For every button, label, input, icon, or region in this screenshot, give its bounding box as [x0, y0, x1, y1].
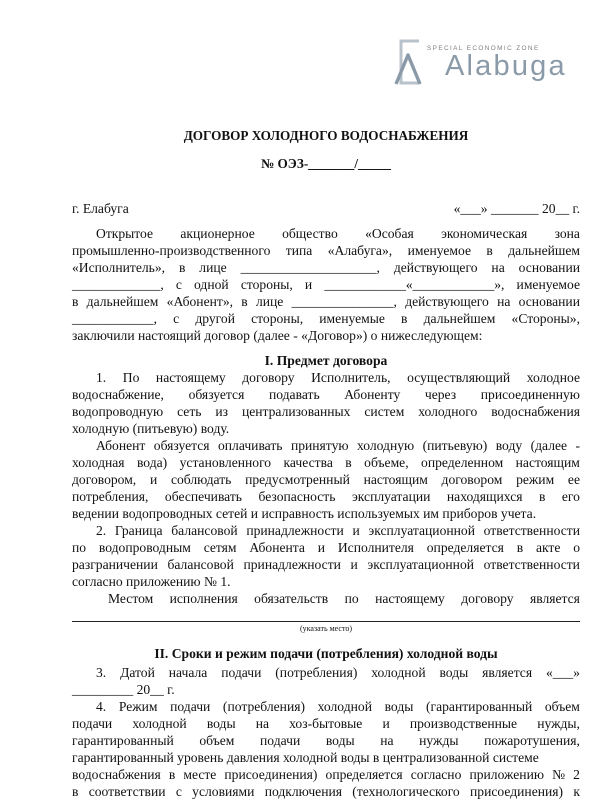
text-word: воды — [384, 699, 414, 714]
text-word: эксплуатационной — [368, 523, 475, 538]
clause-line — [96, 664, 580, 681]
text-word: качества — [283, 455, 333, 470]
logo-name: Alabuga — [445, 50, 567, 82]
clause-line — [72, 386, 580, 403]
text-word: и — [149, 472, 158, 487]
text-word: Открытое — [96, 226, 154, 241]
text-word: дальнейшем — [423, 311, 496, 326]
text-word: холодного — [418, 404, 478, 419]
text-word: определяется — [325, 767, 403, 782]
text-word: в — [178, 260, 186, 275]
text-word: условиями — [192, 784, 255, 799]
clause-line — [72, 488, 580, 505]
text-word: настоящим — [515, 455, 580, 470]
text-word: месте — [183, 767, 217, 782]
text-word: в — [241, 294, 248, 309]
text-word: водоснабжения — [491, 404, 580, 419]
text-word: воды — [325, 733, 355, 748]
text-word: типа — [285, 243, 313, 258]
text-word: сеть — [177, 404, 202, 419]
text-word: лице — [255, 294, 284, 309]
text-word: заключили настоящий договор (далее - «Договор») о нижеследующем: — [72, 328, 483, 343]
clause-line — [96, 522, 580, 539]
text-word: установленного — [179, 455, 272, 470]
contract-date: «___» _______ 20__ г. — [453, 201, 580, 216]
text-word: подавать — [268, 387, 320, 402]
text-word: лице — [199, 260, 227, 275]
text-word: Абоненту — [344, 387, 401, 402]
text-word: «Исполнитель», — [72, 260, 166, 275]
preamble-line — [72, 259, 580, 276]
text-word: гарантированный уровень давления холодной воды в централизованной системе — [72, 750, 539, 765]
text-word: приложению — [469, 767, 544, 782]
text-word: соблюдать — [170, 472, 232, 487]
text-word: пожаротушения, — [484, 733, 580, 748]
text-word: ____________, — [72, 311, 157, 326]
text-word: согласно — [410, 767, 462, 782]
text-word: воды — [206, 716, 236, 731]
text-word: (гарантированный — [425, 699, 533, 714]
text-word: настоящему — [375, 591, 445, 606]
text-word: с — [175, 784, 182, 799]
text-word: определяется — [426, 540, 504, 555]
text-word: и — [382, 716, 390, 731]
text-word: подачи — [170, 699, 211, 714]
text-word: дальнейшем — [86, 294, 159, 309]
text-word: производственные — [409, 716, 518, 731]
text-word: Режим — [118, 699, 158, 714]
text-word: осуществляющий — [407, 370, 511, 385]
text-word: 2. — [96, 523, 107, 538]
text-word: систем — [364, 404, 405, 419]
text-word: Исполнитель, — [311, 370, 391, 385]
text-word: холодное — [526, 370, 580, 385]
text-word: безопасность — [258, 489, 336, 504]
text-word: «___» — [545, 665, 580, 680]
text-word: ее — [567, 472, 580, 487]
text-word: является — [529, 591, 580, 606]
clause-line — [72, 454, 580, 471]
clause-line — [72, 732, 580, 749]
document-number: № ОЭЗ-_______/_____ — [260, 156, 392, 171]
text-word: через — [424, 387, 457, 402]
text-word: на — [491, 260, 505, 275]
text-word: объеме, — [364, 455, 409, 470]
clause-line — [72, 403, 580, 420]
text-word: действующего — [405, 294, 489, 309]
text-word: в — [401, 311, 408, 326]
text-word: Местом — [108, 591, 154, 606]
text-word: в — [486, 243, 493, 258]
text-word: акционерное — [180, 226, 255, 241]
text-word: Граница — [114, 523, 163, 538]
text-word: настоящим — [363, 472, 428, 487]
text-word: водопроводным — [98, 540, 191, 555]
text-word: водоснабжения — [72, 767, 161, 782]
text-word: экономическая — [441, 226, 528, 241]
text-word: (питьевую) — [422, 438, 488, 453]
text-word: эксплуатационной — [367, 557, 475, 572]
text-word: настоящему — [155, 370, 226, 385]
text-word: предусмотренный — [245, 472, 350, 487]
text-word: одной — [194, 277, 229, 292]
text-word: присоединенную — [480, 387, 580, 402]
text-word: исполнения — [169, 591, 238, 606]
text-word: эксплуатации — [351, 489, 431, 504]
text-word: именуемое — [407, 243, 472, 258]
clause-line — [96, 437, 580, 454]
place-caption: (указать место) — [299, 624, 353, 633]
clause-line — [72, 505, 580, 522]
text-word: договором — [441, 472, 503, 487]
clause-line — [72, 556, 580, 573]
text-word: (технологического — [352, 784, 460, 799]
text-word: основании — [518, 294, 580, 309]
text-word: «Алабуга», — [327, 243, 393, 258]
text-word: (потребления) — [222, 699, 306, 714]
text-word: (потребления) — [275, 665, 358, 680]
text-word: сетям — [203, 540, 237, 555]
text-word: принадлежности — [243, 557, 341, 572]
text-word: на — [380, 733, 394, 748]
text-word: согласно приложению № 1. — [72, 574, 231, 589]
preamble-line — [96, 225, 580, 242]
text-word: балансовой — [171, 523, 238, 538]
text-word: холодную (питьевую) воду. — [72, 421, 230, 436]
text-word: - — [575, 438, 580, 453]
text-word: 4. — [96, 699, 107, 714]
text-word: хоз-бытовые — [289, 716, 363, 731]
clause-line — [96, 369, 580, 386]
text-word: на — [497, 294, 511, 309]
clause-line — [72, 539, 580, 556]
logo-bracket-icon — [393, 38, 423, 90]
text-word: подключения — [264, 784, 342, 799]
text-word: (далее — [530, 438, 568, 453]
clause-line — [72, 573, 580, 590]
clause-line — [72, 471, 580, 488]
text-word: № — [552, 767, 566, 782]
text-word: Исполнителя — [337, 540, 414, 555]
text-word: присоединения) — [224, 767, 318, 782]
text-word: соответствии — [88, 784, 166, 799]
text-word: ответственности — [483, 523, 580, 538]
text-word: принадлежности — [246, 523, 344, 538]
text-word: 2 — [573, 767, 580, 782]
text-word: в — [72, 294, 79, 309]
text-word: 3. — [96, 665, 107, 680]
text-word: присоединения) — [470, 784, 564, 799]
text-word: определенном — [421, 455, 504, 470]
text-word: «Стороны», — [511, 311, 580, 326]
text-word: с — [173, 311, 180, 326]
text-word: холодной — [132, 716, 187, 731]
clause-line — [72, 766, 580, 783]
text-word: именуемые — [319, 311, 385, 326]
text-word: ____________________, — [240, 260, 380, 275]
text-word: вода) — [136, 455, 168, 470]
text-word: договору — [242, 370, 295, 385]
text-word: водоснабжение, — [72, 387, 164, 402]
place-blank-line — [72, 621, 580, 622]
text-word: воду — [495, 438, 523, 453]
text-word: _________ 20__ г. — [72, 682, 175, 697]
text-word: холодной — [371, 665, 426, 680]
document-title: ДОГОВОР ХОЛОДНОГО ВОДОСНАБЖЕНИЯ — [183, 128, 469, 143]
text-word: начала — [168, 665, 208, 680]
text-word: стороны, — [240, 277, 293, 292]
text-word: о — [573, 540, 580, 555]
text-word: разграничении — [72, 557, 158, 572]
text-word: подачи — [221, 665, 262, 680]
text-word: холодную — [356, 438, 415, 453]
text-word: Абонент — [96, 438, 146, 453]
text-word: _____________, — [72, 277, 164, 292]
text-word: обязательств — [254, 591, 329, 606]
text-word: в — [72, 784, 79, 799]
text-word: и — [304, 277, 313, 292]
text-word: действующего — [393, 260, 478, 275]
preamble-line — [72, 293, 580, 310]
text-word: ____________«____________», — [324, 277, 505, 292]
text-word: объем — [544, 699, 580, 714]
text-word: воды — [439, 665, 469, 680]
text-word: 1. — [96, 370, 107, 385]
text-word: ответственности — [483, 557, 580, 572]
text-word: другой — [195, 311, 235, 326]
text-word: по — [72, 540, 87, 555]
text-word: Датой — [120, 665, 155, 680]
text-word: в — [345, 455, 352, 470]
text-word: акте — [535, 540, 561, 555]
text-word: обязуется — [188, 387, 245, 402]
text-word: и — [317, 540, 326, 555]
text-word: с — [175, 277, 182, 292]
text-word: холодная — [72, 455, 125, 470]
text-word: холодной — [317, 699, 372, 714]
text-word: и — [352, 523, 360, 538]
text-word: балансовой — [167, 557, 234, 572]
text-word: из — [215, 404, 229, 419]
text-word: дальнейшем — [508, 243, 580, 258]
text-word: гарантированный — [72, 733, 174, 748]
text-word: объем — [199, 733, 235, 748]
text-word: договором, — [72, 472, 137, 487]
preamble-line — [72, 327, 580, 344]
section-heading: II. Сроки и режим подачи (потребления) холодной воды — [154, 646, 498, 661]
text-word: промышленно-производственного — [72, 243, 271, 258]
text-word: потребления, — [72, 489, 149, 504]
text-word: Абонента — [249, 540, 305, 555]
clause-line — [72, 681, 580, 698]
clause-line — [72, 420, 580, 437]
text-word: обязуется — [153, 438, 210, 453]
text-word: режим — [516, 472, 555, 487]
text-word: централизованных — [241, 404, 351, 419]
city: г. Елабуга — [72, 201, 129, 216]
text-word: в — [516, 540, 524, 555]
alabuga-logo — [393, 38, 593, 90]
text-word: в — [538, 489, 546, 504]
text-word: нужды, — [537, 716, 580, 731]
text-word: его — [561, 489, 580, 504]
text-word: «Абонент», — [166, 294, 234, 309]
text-word: общество — [282, 226, 338, 241]
text-word: стороны, — [251, 311, 304, 326]
text-word: по — [344, 591, 359, 606]
preamble-line — [72, 276, 580, 293]
clause-line — [72, 715, 580, 732]
clause-line — [96, 698, 580, 715]
clause-line — [72, 749, 580, 766]
text-word: к — [573, 784, 580, 799]
preamble-line — [72, 242, 580, 259]
city-date-row — [72, 200, 580, 217]
text-word: подачи — [72, 716, 113, 731]
preamble-line — [72, 310, 580, 327]
text-word: именуемое — [516, 277, 580, 292]
text-word: является — [482, 665, 533, 680]
logo-tagline: SPECIAL ECONOMIC ZONE — [427, 45, 540, 52]
text-word: подачи — [260, 733, 301, 748]
text-word: ведении водопроводных сетей и исправность используемых им приборов учета. — [72, 506, 537, 521]
text-word: водопроводную — [72, 404, 164, 419]
text-word: _______________, — [291, 294, 397, 309]
text-word: «Особая — [365, 226, 414, 241]
text-word: принятую — [290, 438, 349, 453]
text-word: и — [350, 557, 358, 572]
text-word: нужды — [419, 733, 459, 748]
clause-line — [108, 590, 580, 607]
section-heading: I. Предмет договора — [264, 353, 388, 368]
text-word: По — [122, 370, 140, 385]
text-word: оплачивать — [217, 438, 283, 453]
text-word: находящихся — [446, 489, 523, 504]
text-word: в — [168, 767, 176, 782]
text-word: зона — [554, 226, 580, 241]
text-word: основании — [518, 260, 580, 275]
text-word: договору — [461, 591, 514, 606]
clause-line — [72, 783, 580, 800]
text-word: на — [255, 716, 270, 731]
text-word: обеспечивать — [164, 489, 243, 504]
